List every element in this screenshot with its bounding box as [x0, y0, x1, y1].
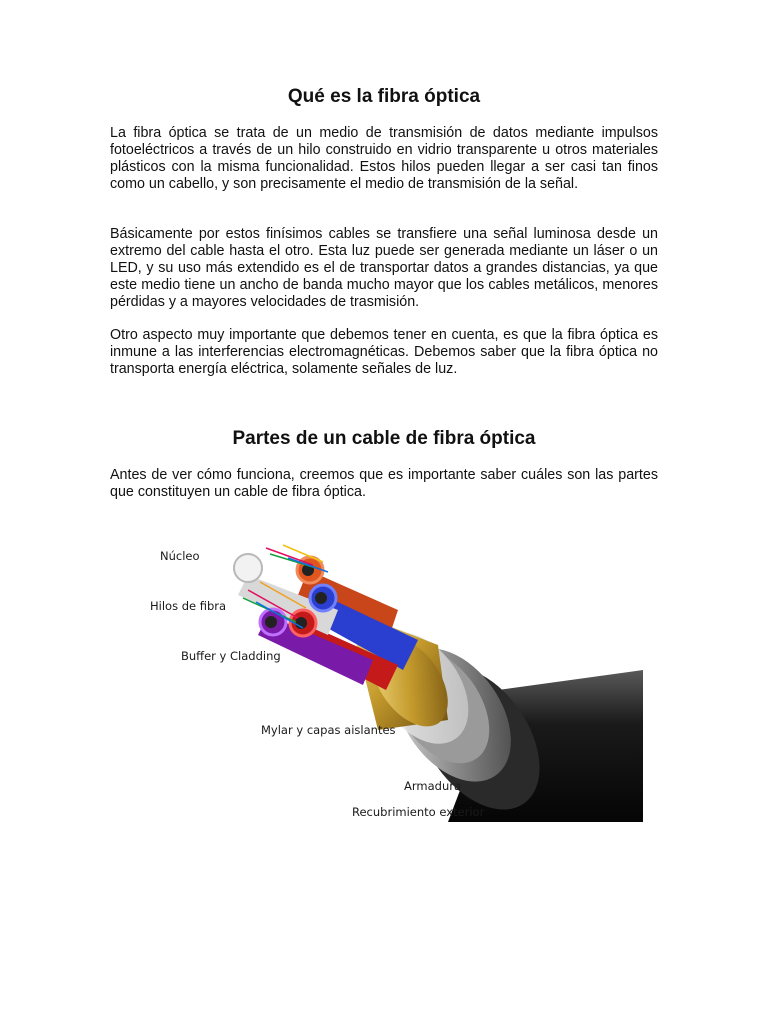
fiber-cable-figure: [148, 540, 643, 822]
label-buffer: Buffer y Cladding: [181, 649, 281, 663]
fiber-cable-illustration: [148, 540, 643, 822]
core-shape: [234, 554, 262, 582]
paragraph-definition: La fibra óptica se trata de un medio de transmisión de datos mediante impulsos fotoeléctricos a través de un hilo construido en vidrio transparente u otros materiales plásticos con la misma funcionalidad. Estos hilos pueden llegar a ser casi tan finos como un cabello, y son precisamente el medio de transmisión de la señal.: [110, 125, 658, 192]
paragraph-intro-partes: Antes de ver cómo funciona, creemos que es importante saber cuáles son las partes que constituyen un cable de fibra óptica.: [110, 467, 658, 500]
paragraph-transmission: Básicamente por estos finísimos cables se transfiere una señal luminosa desde un extremo del cable hasta el otro. Esta luz puede ser generada mediante un láser o un LED, y su uso más extendido es el de transportar datos a grandes distancias, ya que este medio tiene un ancho de banda mucho mayor que los cables metálicos, menores pérdidas y a mayores velocidades de trasmisión.: [110, 226, 658, 310]
paragraph-immunity: Otro aspecto muy importante que debemos tener en cuenta, es que la fibra óptica es inmune a las interferencias electromagnéticas. Debemos saber que la fibra óptica no transporta energía eléctrica, solamente señales de luz.: [110, 327, 658, 377]
heading-partes-cable: Partes de un cable de fibra óptica: [232, 428, 536, 449]
label-nucleo: Núcleo: [160, 549, 200, 563]
label-mylar: Mylar y capas aislantes: [261, 723, 396, 737]
label-armadura: Armadura: [404, 779, 462, 793]
label-recubrimiento: Recubrimiento exterior: [352, 805, 485, 819]
heading-que-es-fibra: Qué es la fibra óptica: [287, 86, 481, 107]
label-hilos: Hilos de fibra: [150, 599, 227, 613]
